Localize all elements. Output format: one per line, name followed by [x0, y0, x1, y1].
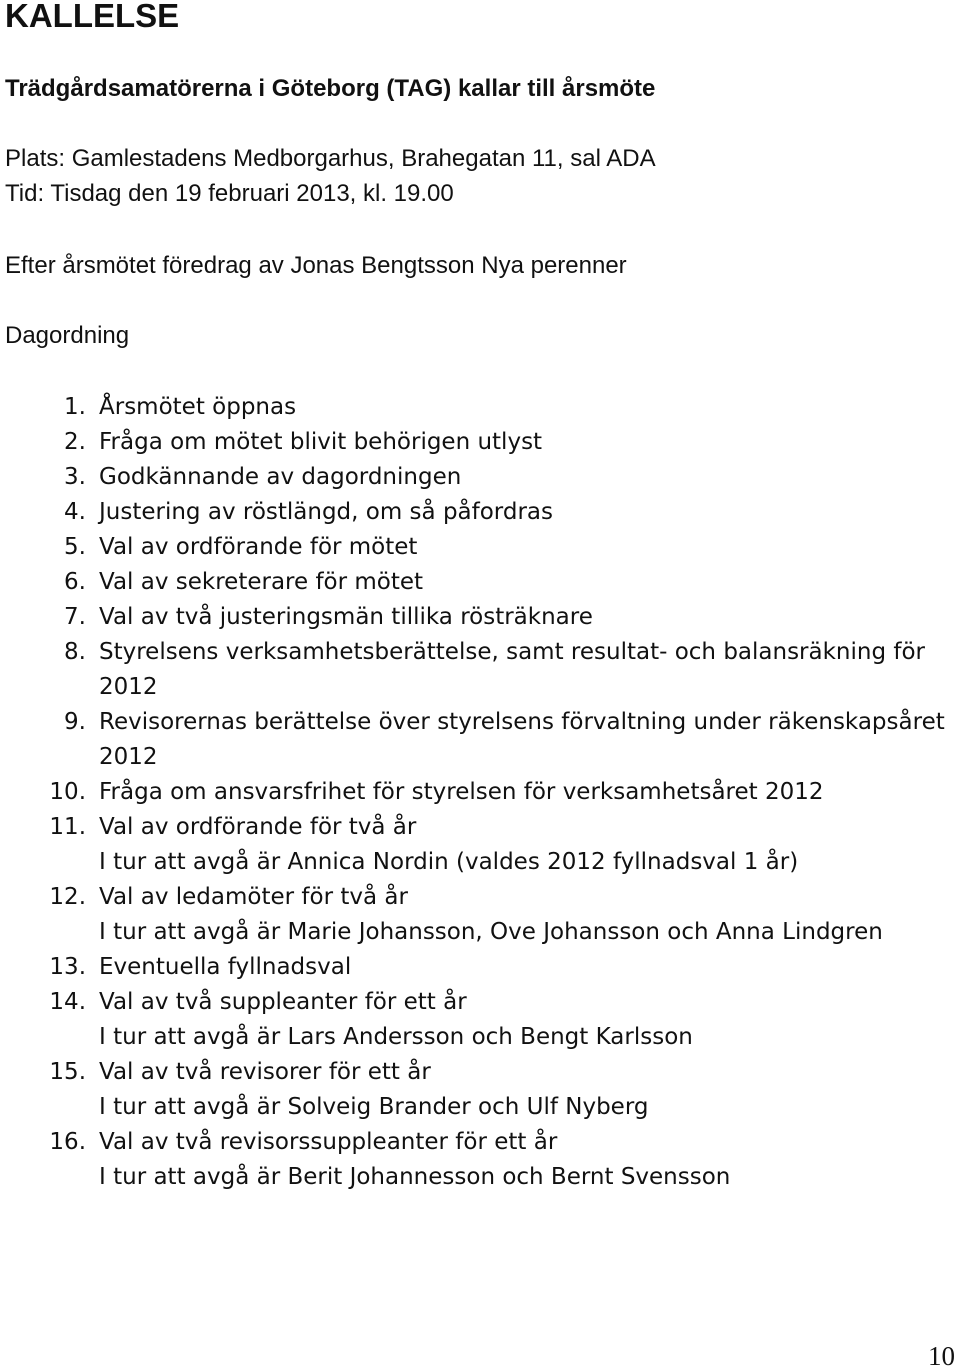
page-number: 10 — [928, 1341, 955, 1371]
agenda-item-number: 3. — [64, 464, 86, 490]
agenda-item — [0, 775, 945, 810]
agenda-item-number: 7. — [64, 604, 86, 630]
document-title: KALLELSE — [5, 0, 180, 34]
agenda-item-text: Godkännande av dagordningen — [99, 464, 462, 490]
agenda-item — [0, 705, 945, 775]
agenda-item-text: Justering av röstlängd, om så påfordras — [99, 499, 553, 525]
agenda-item-text: Fråga om ansvarsfrihet för styrelsen för verksamhetsåret 2012 — [99, 779, 824, 805]
agenda-item-number: 6. — [64, 569, 86, 595]
agenda-item-detail: I tur att avgå är Annica Nordin (valdes 2012 fyllnadsval 1 år) — [99, 849, 799, 875]
meeting-place: Plats: Gamlestadens Medborgarhus, Brahegatan 11, sal ADA — [5, 145, 656, 172]
agenda-item-text: Val av två suppleanter för ett år — [99, 989, 467, 1015]
agenda-item — [0, 985, 945, 1055]
agenda-item-number: 13. — [49, 954, 86, 980]
agenda-item — [0, 495, 945, 530]
agenda-item-number: 14. — [49, 989, 86, 1015]
agenda-item-number: 9. — [64, 709, 86, 735]
invitation-line: Trädgårdsamatörerna i Göteborg (TAG) kallar till årsmöte — [5, 75, 656, 102]
agenda-item-number: 1. — [64, 394, 86, 420]
agenda-item — [0, 390, 945, 425]
agenda-item-number: 8. — [64, 639, 86, 665]
agenda-item — [0, 425, 945, 460]
agenda-item-number: 10. — [49, 779, 86, 805]
agenda-item-detail: I tur att avgå är Berit Johannesson och Bernt Svensson — [99, 1164, 731, 1190]
agenda-item-number: 4. — [64, 499, 86, 525]
agenda-item-number: 5. — [64, 534, 86, 560]
agenda-list — [0, 390, 945, 1195]
agenda-item — [0, 565, 945, 600]
agenda-item — [0, 950, 945, 985]
agenda-item-detail: 2012 — [99, 744, 158, 770]
agenda-item — [0, 460, 945, 495]
agenda-item-text: Årsmötet öppnas — [99, 394, 297, 420]
agenda-item-detail: I tur att avgå är Solveig Brander och Ulf Nyberg — [99, 1094, 649, 1120]
meeting-time: Tid: Tisdag den 19 februari 2013, kl. 19.00 — [5, 180, 454, 207]
agenda-item — [0, 810, 945, 880]
agenda-item-text: Val av ordförande för mötet — [99, 534, 418, 560]
agenda-item-text: Styrelsens verksamhetsberättelse, samt resultat- och balansräkning för — [99, 639, 926, 665]
agenda-item-text: Revisorernas berättelse över styrelsens förvaltning under räkenskapsåret — [99, 709, 945, 735]
lecture-info: Efter årsmötet föredrag av Jonas Bengtsson Nya perenner — [5, 252, 627, 279]
agenda-item-number: 15. — [49, 1059, 86, 1085]
agenda-item-number: 16. — [49, 1129, 86, 1155]
agenda-item-number: 12. — [49, 884, 86, 910]
agenda-item-detail: I tur att avgå är Lars Andersson och Bengt Karlsson — [99, 1024, 693, 1050]
agenda-heading: Dagordning — [5, 322, 130, 349]
agenda-item-detail: 2012 — [99, 674, 158, 700]
agenda-item-text: Val av sekreterare för mötet — [99, 569, 424, 595]
agenda-item-text: Val av två revisorssuppleanter för ett år — [99, 1129, 558, 1155]
agenda-item-text: Eventuella fyllnadsval — [99, 954, 352, 980]
agenda-item-number: 11. — [49, 814, 86, 840]
agenda-item-detail: I tur att avgå är Marie Johansson, Ove Johansson och Anna Lindgren — [99, 919, 883, 945]
agenda-item — [0, 530, 945, 565]
agenda-item-text: Val av ordförande för två år — [99, 814, 417, 840]
agenda-item — [0, 1125, 945, 1195]
agenda-item-number: 2. — [64, 429, 86, 455]
agenda-item-text: Val av ledamöter för två år — [99, 884, 408, 910]
agenda-item — [0, 1055, 945, 1125]
agenda-item — [0, 600, 945, 635]
agenda-item — [0, 635, 945, 705]
agenda-item — [0, 880, 945, 950]
agenda-item-text: Fråga om mötet blivit behörigen utlyst — [99, 429, 543, 455]
agenda-item-text: Val av två revisorer för ett år — [99, 1059, 431, 1085]
agenda-item-text: Val av två justeringsmän tillika rösträknare — [99, 604, 593, 630]
